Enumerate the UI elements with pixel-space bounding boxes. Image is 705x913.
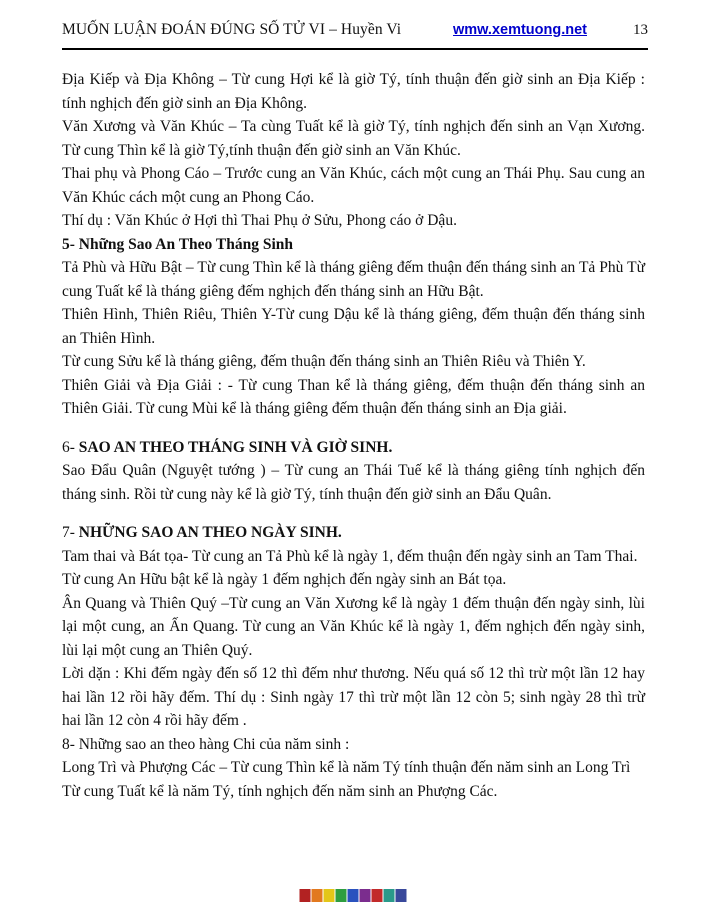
paragraph-tam-thai (62, 545, 645, 569)
watermark-color-block (359, 889, 370, 902)
paragraph-text: Địa Kiếp và Địa Không – Từ cung Hợi kể là giờ Tý, tính thuận đến giờ sinh an Địa Kiếp : tính nghịch đến giờ sinh an Địa Không. (62, 71, 645, 112)
paragraph-dau-quan (62, 459, 645, 506)
heading-text: 5- Những Sao An Theo Tháng Sinh (62, 235, 294, 253)
page-number: 13 (633, 22, 648, 38)
paragraph-dia-kiep (62, 68, 645, 115)
page-header (62, 21, 648, 50)
paragraph-van-xuong (62, 115, 645, 162)
paragraph-text: Văn Xương và Văn Khúc – Ta cùng Tuất kể là giờ Tý, tính nghịch đến sinh an Vạn Xương. Từ cung Thìn kể là giờ Tý,tính thuận đến giờ sinh an Văn Khúc. (62, 118, 645, 159)
paragraph-text: Thiên Giải và Địa Giải : - Từ cung Than kể là tháng giêng, đếm thuận đến tháng sinh an Thiên Giải. Từ cung Mùi kể là tháng giêng đếm thuận đến tháng sinh an Địa giải. (62, 376, 645, 417)
paragraph-text: Sao Đẩu Quân (Nguyệt tướng ) – Từ cung an Thái Tuế kể là tháng giêng tính nghịch đến tháng sinh. Rồi từ cung này kể là giờ Tý, tính thuận đến giờ sinh an Đẩu Quân. (62, 462, 645, 503)
heading-section-7 (62, 521, 645, 545)
watermark-color-block (383, 889, 394, 902)
paragraph-text: Thí dụ : Văn Khúc ở Hợi thì Thai Phụ ở Sửu, Phong cáo ở Dậu. (62, 212, 457, 229)
heading-section-6 (62, 436, 645, 460)
paragraph-loi-dan (62, 662, 645, 733)
paragraph-text: Thiên Hình, Thiên Riêu, Thiên Y-Từ cung Dậu kể là tháng giêng, đếm thuận đến tháng sinh an Thiên Hình. (62, 306, 645, 347)
watermark-color-block (311, 889, 322, 902)
paragraph-text: Từ cung An Hữu bật kể là ngày 1 đếm nghịch đến ngày sinh an Bát tọa. (62, 571, 507, 588)
paragraph-text: Lời dặn : Khi đếm ngày đến số 12 thì đếm như thương. Nếu quá số 12 thì trừ một lần 12 hay hai lần 12 rồi hãy đếm. Thí dụ : Sinh ngày 17 thì trừ một lần 12 còn 5; sinh ngày 28 thì trừ hai lần 12 còn 4 rồi hãy đếm . (62, 665, 645, 729)
heading-section-8 (62, 733, 645, 757)
watermark-color-block (347, 889, 358, 902)
heading-number: 7- (62, 524, 79, 541)
paragraph-text: Tam thai và Bát tọa- Từ cung an Tả Phù kể là ngày 1, đếm thuận đến ngày sinh an Tam Thai. (62, 547, 638, 565)
document-body (62, 68, 645, 803)
paragraph-tu-cung-suu (62, 350, 645, 374)
paragraph-thien-giai (62, 374, 645, 421)
heading-text: SAO AN THEO THÁNG SINH VÀ GIỜ SINH. (78, 438, 393, 456)
paragraph-text: Từ cung Sửu kể là tháng giêng, đếm thuận đến tháng sinh an Thiên Riêu và Thiên Y. (62, 353, 586, 370)
paragraph-thi-du (62, 209, 645, 233)
paragraph-thai-phu (62, 162, 645, 209)
watermark-color-block (299, 889, 310, 902)
heading-number: 6- (62, 438, 79, 456)
paragraph-text: Thai phụ và Phong Cáo – Trước cung an Văn Khúc, cách một cung an Thái Phụ. Sau cung an Văn Khúc cách một cung an Phong Cáo. (62, 165, 645, 206)
paragraph-an-quang (62, 592, 645, 663)
paragraph-text: Long Trì và Phượng Các – Từ cung Thìn kể là năm Tý tính thuận đến năm sinh an Long Trì (62, 759, 631, 776)
paragraph-long-tri (62, 756, 645, 780)
watermark-color-block (395, 889, 406, 902)
header-title: MUỐN LUẬN ĐOÁN ĐÚNG SỐ TỬ VI – Huyền Vi (62, 21, 402, 38)
watermark-color-squares (299, 889, 406, 902)
paragraph-text: Ân Quang và Thiên Quý –Từ cung an Văn Xương kể là ngày 1 đếm thuận đến ngày sinh, lùi lại một cung, an Ấn Quang. Từ cung an Văn Khúc kể là ngày 1, đếm nghịch đến ngày sinh, lùi lại một cung an Thiên Quý. (62, 594, 645, 659)
paragraph-bat-toa (62, 568, 645, 592)
paragraph-text: Từ cung Tuất kể là năm Tý, tính nghịch đến năm sinh an Phượng Các. (62, 782, 498, 800)
paragraph-ta-phu (62, 256, 645, 303)
paragraph-phuong-cac (62, 780, 645, 804)
paragraph-text: 8- Những sao an theo hàng Chi của năm sinh : (62, 735, 350, 753)
heading-text: NHỮNG SAO AN THEO NGÀY SINH. (78, 524, 342, 541)
watermark-color-block (323, 889, 334, 902)
watermark-color-block (335, 889, 346, 902)
watermark-color-block (371, 889, 382, 902)
paragraph-text: Tả Phù và Hữu Bật – Từ cung Thìn kể là tháng giêng đếm thuận đến tháng sinh an Tả Phù Từ cung Tuất kể là tháng giêng đếm nghịch đến tháng sinh an Hữu Bật. (62, 259, 645, 300)
paragraph-thien-hinh (62, 303, 645, 350)
site-link[interactable]: wmw.xemtuong.net (453, 22, 587, 38)
heading-section-5 (62, 233, 645, 257)
